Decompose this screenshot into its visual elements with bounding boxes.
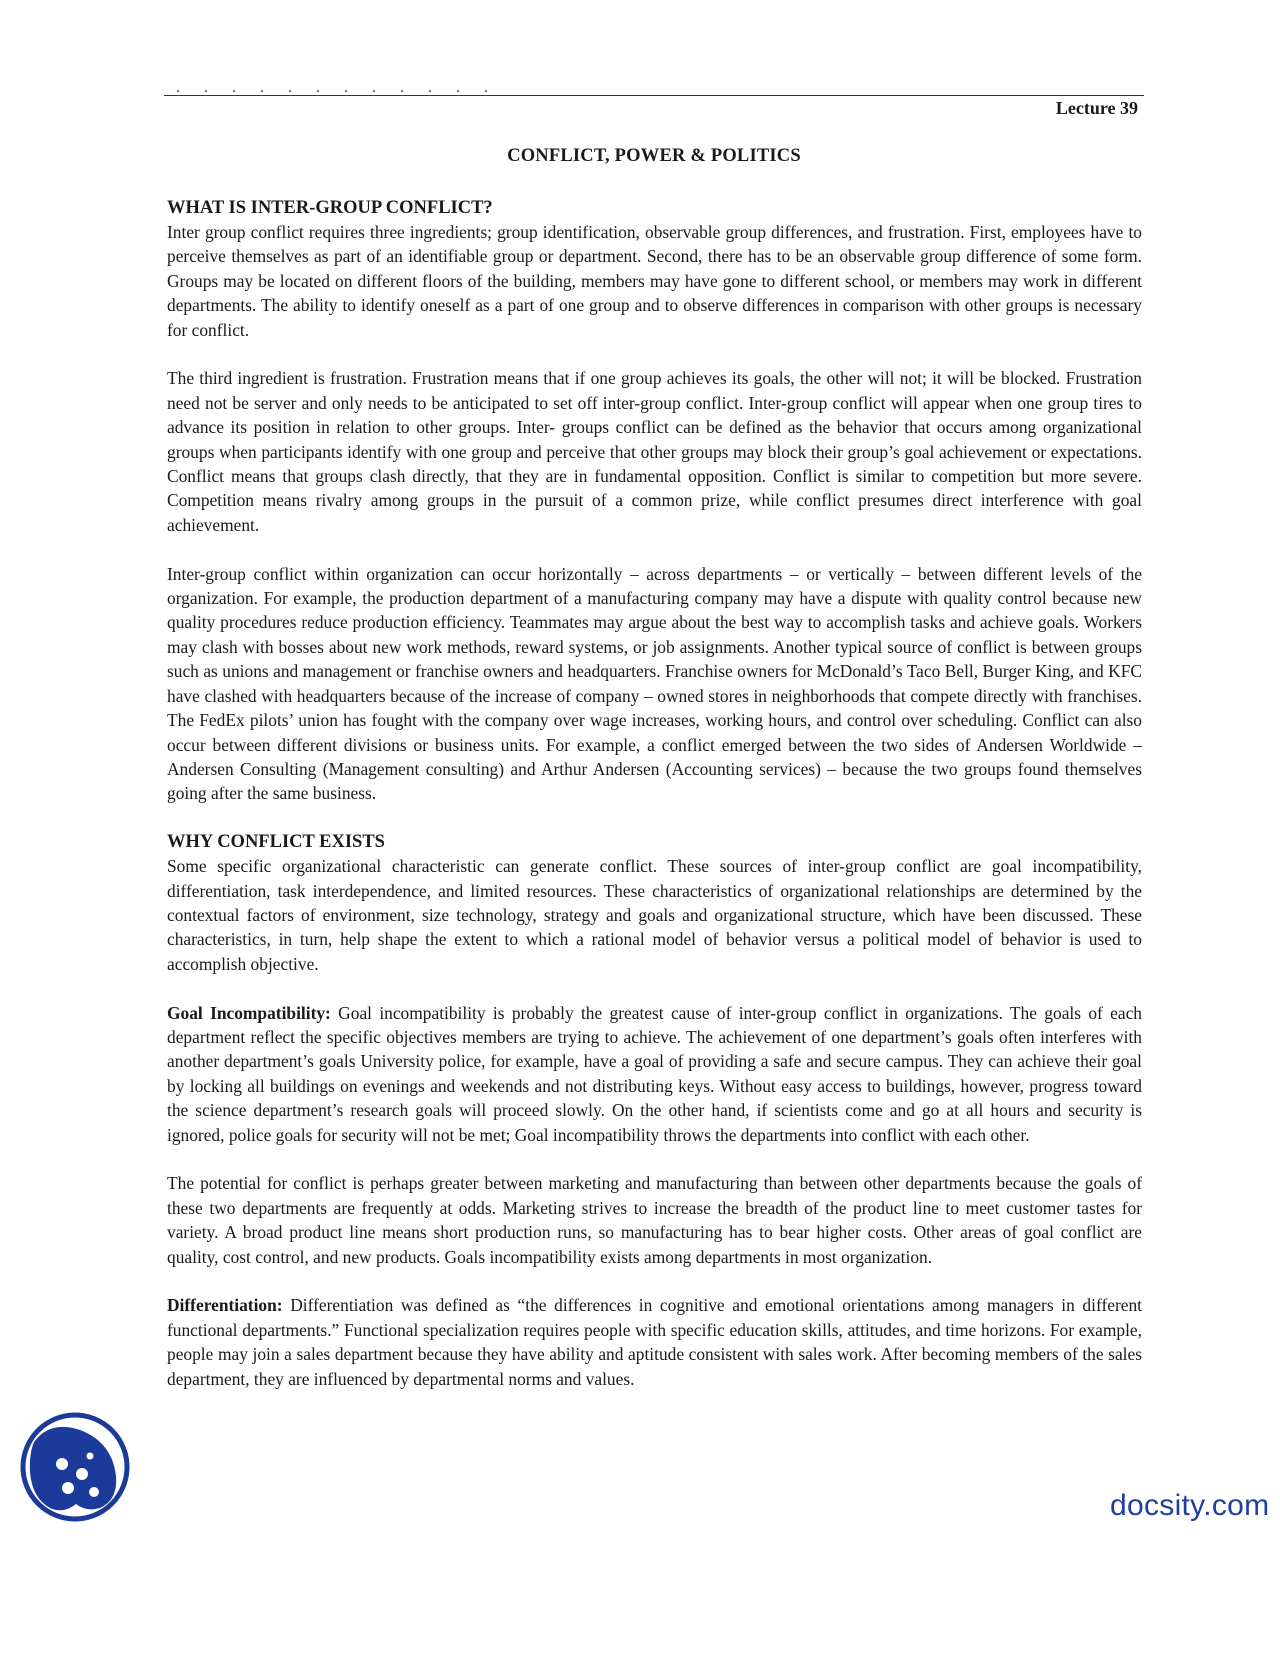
page-title: CONFLICT, POWER & POLITICS <box>507 146 801 166</box>
section-heading-intergroup: WHAT IS INTER-GROUP CONFLICT? <box>167 198 493 218</box>
section-heading-why-conflict: WHY CONFLICT EXISTS <box>167 832 385 853</box>
paragraph-differentiation <box>167 1293 1142 1391</box>
paragraph-text: Goal incompatibility is probably the greatest cause of inter-group conflict in organizations. The goals of each department reflect the specific objectives members are trying to achieve. The achievement of one department’s goals often interferes with another department’s goals University police, for example, have a goal of providing a safe and secure campus. They can achieve their goal by locking all buildings on evenings and weekends and not distributing keys. Without easy access to buildings, however, progress toward the science department’s research goals will proceed slowly. On the other hand, if scientists come and go at all hours and security is ignored, police goals for security will not be met; Goal incompatibility throws the departments into conflict with each other. <box>167 1002 1142 1145</box>
paragraph-text: Differentiation was defined as “the differences in cognitive and emotional orientations among managers in different functional departments.” Functional specialization requires people with specific education skills, attitudes, and time horizons. For example, people may join a sales department because they have ability and aptitude consistent with sales work. After becoming members of the sales department, they are influenced by departmental norms and values. <box>167 1295 1142 1389</box>
document-body <box>167 196 1142 1415</box>
paragraph: Some specific organizational characteristic can generate conflict. These sources of inter-group conflict are goal incompatibility, differentiation, task interdependence, and limited resources. These characteristics of organizational relationships are determined by the contextual factors of environment, size technology, strategy and goals and organizational structure, which have been discussed. These characteristics, in turn, help shape the extent to which a rational model of behavior versus a political model of behavior is used to accomplish objective. <box>167 856 1142 974</box>
paragraph: The potential for conflict is perhaps greater between marketing and manufacturing than between other departments because the goals of these two departments are frequently at odds. Marketing strives to increase the breadth of the product line to meet customer tastes for variety. A broad product line means short production runs, so manufacturing has to bear higher costs. Other areas of goal conflict are quality, cost control, and new products. Goals incompatibility exists among departments in most organization. <box>167 1173 1142 1267</box>
paragraph: Inter group conflict requires three ingredients; group identification, observable group differences, and frustration. First, employees have to perceive themselves as part of an identifiable group or department. Second, there has to be an observable group difference of some form. Groups may be located on different floors of the building, members may have gone to different school, or members may work in different departments. The ability to identify oneself as a part of one group and to observe differences in comparison with other groups is necessary for conflict. <box>167 222 1142 340</box>
term-differentiation: Differentiation: <box>167 1295 283 1316</box>
lecture-number: Lecture 39 <box>1055 98 1138 118</box>
paragraph: Inter-group conflict within organization can occur horizontally – across departments – or vertically – between different levels of the organization. For example, the production department of a manufacturing company may have a dispute with quality control because new quality procedures reduce production efficiency. Teammates may argue about the best way to accomplish tasks and achieve goals. Workers may clash with bosses about new work methods, reward systems, or job assignments. Another typical source of conflict is between groups such as unions and management or franchise owners and headquarters. Franchise owners for McDonald’s Taco Bell, Burger King, and KFC have clashed with headquarters because of the increase of company – owned stores in neighborhoods that compete directly with franchises. The FedEx pilots’ union has fought with the company over wage increases, working hours, and control over scheduling. Conflict can also occur between different divisions or business units. For example, a conflict emerged between the two sides of Andersen Worldwide – Andersen Consulting (Management consulting) and Arthur Andersen (Accounting services) – because the two groups found themselves going after the same business. <box>167 563 1142 804</box>
header-rule <box>164 95 1144 96</box>
paragraph: The third ingredient is frustration. Frustration means that if one group achieves its goals, the other will not; it will be blocked. Frustration need not be server and only needs to be anticipated to set off inter-group conflict. Inter-group conflict will appear when one group tires to advance its position in relation to other groups. Inter- groups conflict can be defined as the behavior that occurs among organizational groups when participants identify with one group and perceive that other groups may block their group’s goal achievement or expectations. Conflict means that groups clash directly, that they are in fundamental opposition. Conflict is similar to competition but more severe. Competition means rivalry among groups in the pursuit of a common prize, while conflict presumes direct interference with goal achievement. <box>167 368 1142 535</box>
docsity-logo-icon <box>20 1412 130 1522</box>
header-running-text <box>164 88 494 94</box>
docsity-watermark[interactable]: docsity.com <box>1110 1489 1270 1522</box>
paragraph-goal-incompatibility <box>167 1001 1142 1147</box>
term-goal-incompatibility: Goal Incompatibility: <box>167 1002 331 1023</box>
